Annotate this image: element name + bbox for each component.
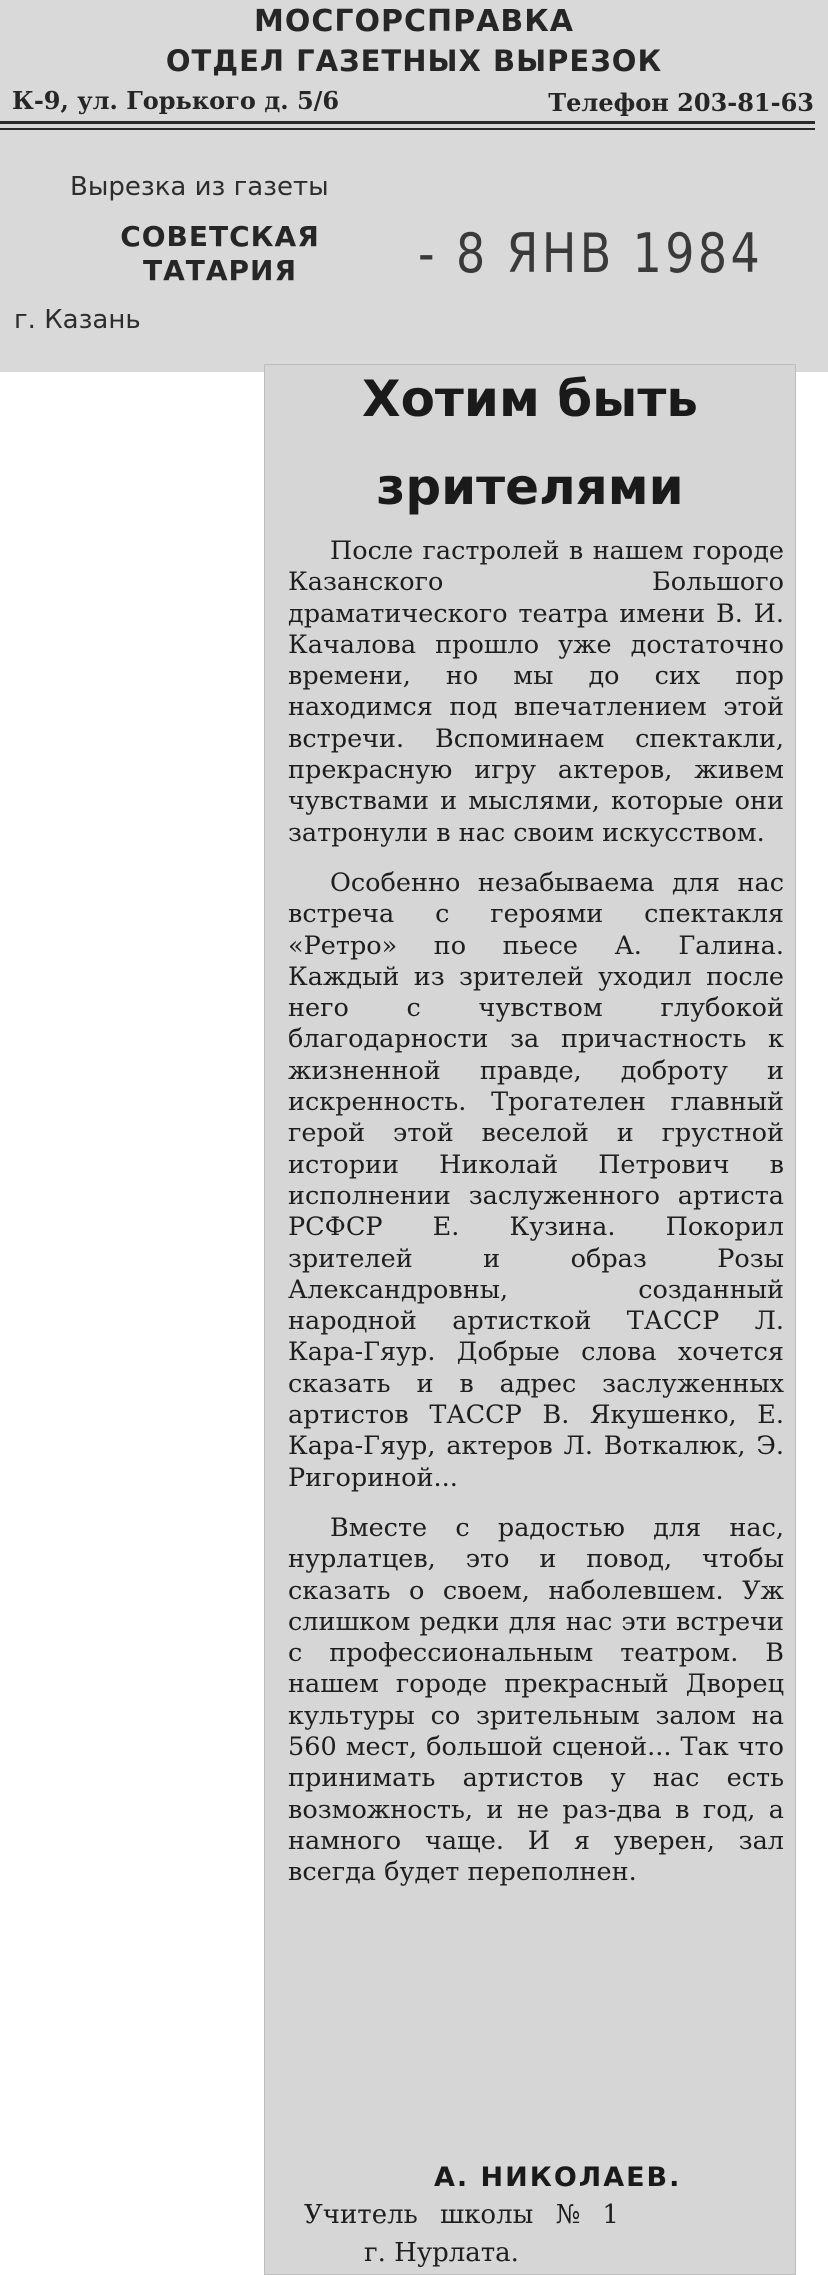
agency-phone: Телефон 203-81-63	[548, 88, 814, 117]
article-paragraph: Вместе с радостью для нас, нурлатцев, это и повод, чтобы сказать о своем, наболевшем. Уж слишком редки для нас эти встречи с профессиональным театром. В нашем городе прекрасный Дворец культуры со зрительным залом на 560 мест, большой сценой... Так что принимать артистов у нас есть возможность, и не раз-два в год, а намного чаще. И я уверен, зал всегда будет переполнен.	[288, 1512, 784, 1888]
headline-line2: зрителями	[376, 458, 684, 516]
article-paragraph: После гастролей в нашем городе Казанского Большого драматического театра имени В. И. Качалова прошло уже достаточно времени, но мы до сих пор находимся под впечатлением этой встречи. Вспоминаем спектакли, прекрасную игру актеров, живем чувствами и мыслями, которые они затронули в нас своим искусством.	[288, 536, 784, 848]
department-name: ОТДЕЛ ГАЗЕТНЫХ ВЫРЕЗОК	[165, 44, 663, 78]
header-divider-secondary	[0, 128, 815, 130]
article-clipping	[264, 364, 796, 2275]
clipping-service-label	[0, 0, 828, 372]
newspaper-name-line2: ТАТАРИЯ	[142, 254, 298, 287]
article-body	[288, 536, 784, 1907]
newspaper-name-line1: СОВЕТСКАЯ	[120, 220, 320, 253]
date-stamp: - 8 ЯНВ 1984	[418, 222, 764, 285]
newspaper-name	[105, 220, 335, 288]
newspaper-city: г. Казань	[14, 305, 141, 335]
author-place: г. Нурлата.	[364, 2238, 519, 2268]
headline-line1: Хотим быть	[362, 370, 698, 428]
clipping-from-label: Вырезка из газеты	[70, 172, 329, 202]
agency-address: К-9, ул. Горького д. 5/6	[12, 86, 340, 115]
author-role: Учитель школы № 1	[304, 2200, 619, 2230]
author-name: А. НИКОЛАЕВ.	[434, 2162, 682, 2193]
agency-name: МОСГОРСПРАВКА	[254, 4, 574, 39]
article-paragraph: Особенно незабываема для нас встреча с героями спектакля «Ретро» по пьесе А. Галина. Каждый из зрителей уходил после него с чувством глубокой благодарности за причастность к жизненной правде, доброту и искренность. Трогателен главный герой этой веселой и грустной истории Николай Петрович в исполнении заслуженного артиста РСФСР Е. Кузина. Покорил зрителей и образ Розы Александровны, созданный народной артисткой ТАССР Л. Кара-Гяур. Добрые слова хочется сказать и в адрес заслуженных артистов ТАССР В. Якушенко, Е. Кара-Гяур, актеров Л. Воткалюк, Э. Ригориной...	[288, 867, 784, 1493]
header-divider	[0, 121, 815, 124]
